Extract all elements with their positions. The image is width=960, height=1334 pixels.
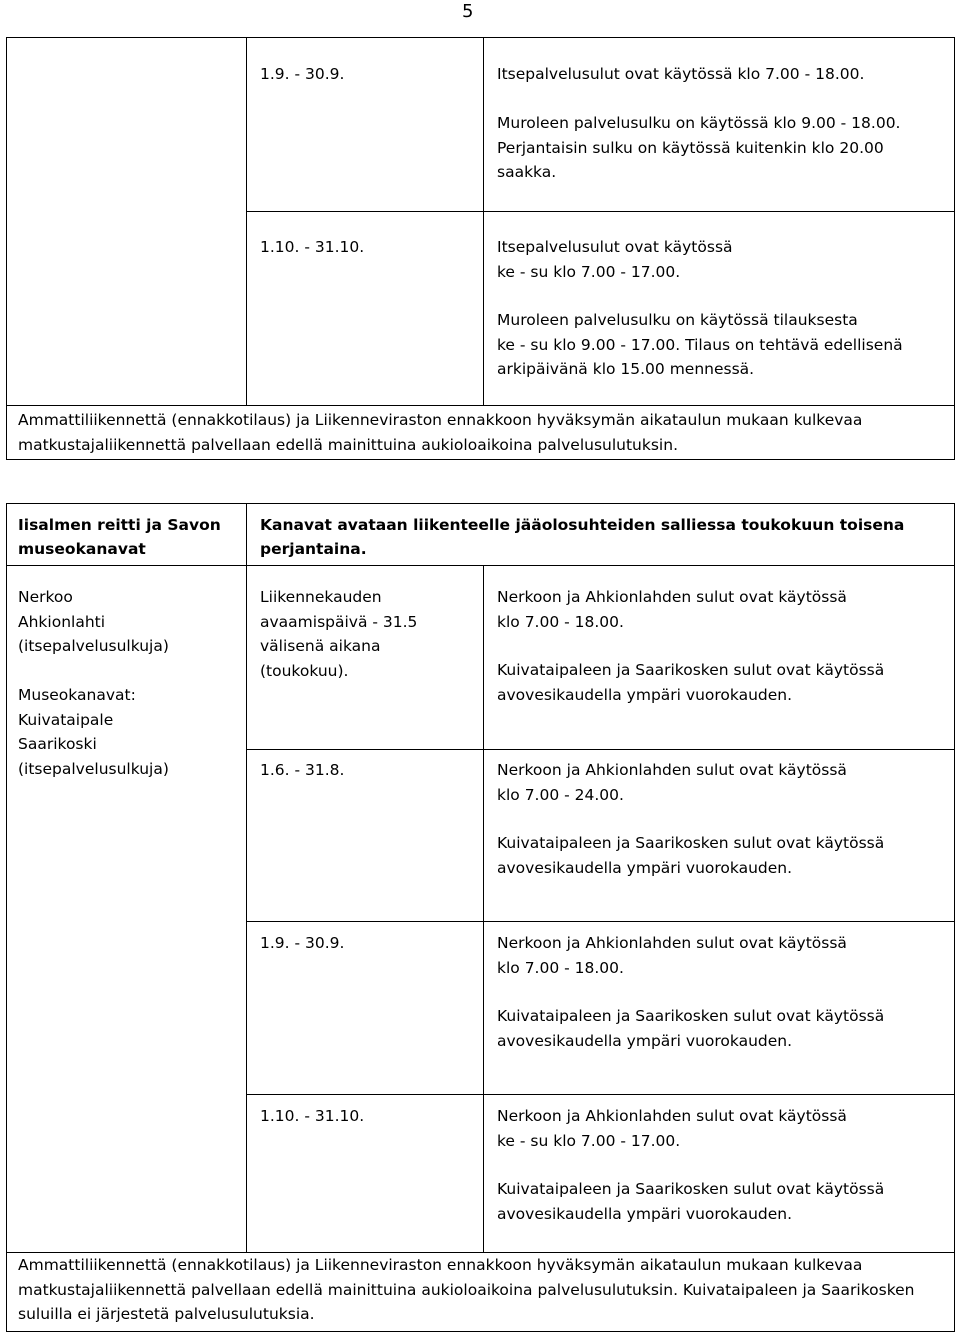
t2-row1-line2: Kuivataipaleen ja Saarikosken sulut ovat käytössä avovesikaudella ympäri vuorokauden.	[497, 661, 885, 704]
t2-row1-line1: Nerkoon ja Ahkionlahden sulut ovat käytössä klo 7.00 - 18.00.	[497, 588, 847, 631]
t2-route-title: Iisalmen reitti ja Savon museokanavat	[18, 516, 221, 558]
table2-left-border	[6, 503, 7, 1332]
t2-header: Kanavat avataan liikenteelle jääolosuhteiden salliessa toukokuun toisena perjantaina.	[260, 516, 905, 558]
t1-row2-period: 1.10. - 31.10.	[260, 238, 365, 256]
t2-row2-line1: Nerkoon ja Ahkionlahden sulut ovat käytössä klo 7.00 - 24.00.	[497, 761, 847, 804]
table1-left-border	[6, 37, 7, 460]
t2-row2-line2: Kuivataipaleen ja Saarikosken sulut ovat käytössä avovesikaudella ympäri vuorokauden.	[497, 834, 885, 877]
t2-row3-line2: Kuivataipaleen ja Saarikosken sulut ovat käytössä avovesikaudella ympäri vuorokauden.	[497, 1007, 885, 1050]
t1-row1-line1: Itsepalvelusulut ovat käytössä klo 7.00 - 18.00.	[497, 65, 865, 83]
t2-museum: Museokanavat: Kuivataipale Saarikoski (itsepalvelusulkuja)	[18, 686, 169, 778]
table1-note-divider	[6, 405, 955, 406]
t2-row3-period: 1.9. - 30.9.	[260, 934, 345, 952]
t2-row4-period: 1.10. - 31.10.	[260, 1107, 365, 1125]
table1-right-border	[954, 37, 955, 460]
t2-locks: Nerkoo Ahkionlahti (itsepalvelusulkuja)	[18, 588, 169, 655]
table2-col-divider-2	[483, 565, 484, 1253]
table1-col-divider-1	[246, 37, 247, 406]
page-number: 5	[462, 1, 474, 22]
table2-row-divider-3	[246, 1094, 955, 1095]
t2-row1-period: Liikennekauden avaamispäivä - 31.5 välisenä aikana (toukokuu).	[260, 588, 418, 680]
table2-top-border	[6, 503, 955, 504]
table2-row-divider-1	[246, 749, 955, 750]
t1-row2-line1: Itsepalvelusulut ovat käytössä ke - su klo 7.00 - 17.00.	[497, 238, 733, 281]
t1-row1-line2: Muroleen palvelusulku on käytössä klo 9.00 - 18.00. Perjantaisin sulku on käytössä kuitenkin klo 20.00 saakka.	[497, 114, 901, 181]
t1-note: Ammattiliikennettä (ennakkotilaus) ja Liikenneviraston ennakkoon hyväksymän aikataulun mukaan kulkevaa matkustajaliikennettä palvellaan edellä mainittuina aukioloaikoina palvelusulutuksin.	[18, 411, 863, 454]
table2-header-divider	[6, 565, 955, 566]
table1-bottom-border	[6, 459, 955, 460]
t1-row1-period: 1.9. - 30.9.	[260, 65, 345, 83]
table2-bottom-border	[6, 1331, 955, 1332]
table1-col-divider-2	[483, 37, 484, 406]
table2-col-divider-1	[246, 503, 247, 1253]
table1-row-divider	[246, 211, 955, 212]
table2-right-border	[954, 503, 955, 1332]
t2-row4-line1: Nerkoon ja Ahkionlahden sulut ovat käytössä ke - su klo 7.00 - 17.00.	[497, 1107, 847, 1150]
table1-top-border	[6, 37, 955, 38]
t1-row2-line2: Muroleen palvelusulku on käytössä tilauksesta ke - su klo 9.00 - 17.00. Tilaus on tehtävä edellisenä arkipäivänä klo 15.00 mennessä.	[497, 311, 903, 378]
t2-row2-period: 1.6. - 31.8.	[260, 761, 345, 779]
table2-row-divider-2	[246, 921, 955, 922]
t2-row4-line2: Kuivataipaleen ja Saarikosken sulut ovat käytössä avovesikaudella ympäri vuorokauden.	[497, 1180, 885, 1223]
t2-note: Ammattiliikennettä (ennakkotilaus) ja Liikenneviraston ennakkoon hyväksymän aikataulun mukaan kulkevaa matkustajaliikennettä palvellaan edellä mainittuina aukioloaikoina palvelusulutuksin. Kuivataipaleen ja Saarikosken suluilla ei järjestetä palvelusulutuksia.	[18, 1256, 915, 1323]
t2-row3-line1: Nerkoon ja Ahkionlahden sulut ovat käytössä klo 7.00 - 18.00.	[497, 934, 847, 977]
